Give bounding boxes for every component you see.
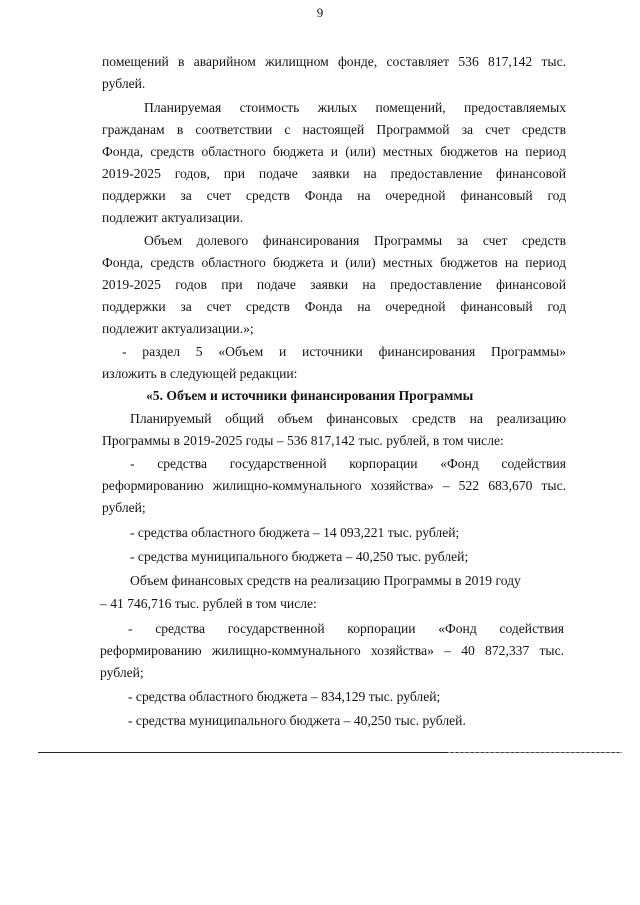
text-line: Планируемый общий объем финансовых средств на реализацию: [130, 411, 566, 426]
text-line: 2019-2025 годов при подаче заявки на предоставление финансовой: [102, 277, 566, 292]
text-line: рублей.: [102, 76, 146, 91]
text-line: - средства областного бюджета – 834,129 тыс. рублей;: [128, 689, 441, 704]
footer-divider-faint: [448, 752, 622, 753]
text-line: изложить в следующей редакции:: [102, 366, 298, 381]
text-line: реформированию жилищно-коммунального хозяйства» – 522 683,670 тыс.: [102, 478, 566, 493]
text-line: – 41 746,716 тыс. рублей в том числе:: [100, 596, 317, 611]
text-line: - средства государственной корпорации «Фонд содействия: [130, 456, 566, 471]
section-heading: «5. Объем и источники финансирования Программы: [146, 388, 474, 403]
text-line: поддержки за счет средств Фонда на очередной финансовый год: [102, 188, 566, 203]
text-line: Планируемая стоимость жилых помещений, предоставляемых: [144, 100, 566, 115]
text-line: - средства государственной корпорации «Фонд содействия: [128, 621, 564, 636]
text-line: Объем финансовых средств на реализацию Программы в 2019 году: [130, 573, 521, 588]
text-line: подлежит актуализации.: [102, 210, 244, 225]
text-line: Программы в 2019-2025 годы – 536 817,142 тыс. рублей, в том числе:: [102, 433, 504, 448]
text-line: поддержки за счет средств Фонда на очередной финансовый год: [102, 299, 566, 314]
text-line: рублей;: [100, 665, 144, 680]
page-number: 9: [316, 5, 324, 20]
text-line: реформированию жилищно-коммунального хозяйства» – 40 872,337 тыс.: [100, 643, 564, 658]
scan-speck: [176, 712, 177, 713]
text-line: 2019-2025 годов, при подаче заявки на предоставление финансовой: [102, 166, 566, 181]
text-line: гражданам в соответствии с настоящей Программой за счет средств: [102, 122, 566, 137]
text-line: - раздел 5 «Объем и источники финансирования Программы»: [122, 344, 566, 359]
text-line: подлежит актуализации.»;: [102, 321, 254, 336]
text-line: - средства муниципального бюджета – 40,250 тыс. рублей;: [130, 549, 469, 564]
text-line: - средства областного бюджета – 14 093,221 тыс. рублей;: [130, 525, 460, 540]
text-line: Фонда, средств областного бюджета и (или) местных бюджетов на период: [102, 144, 566, 159]
text-line: - средства муниципального бюджета – 40,250 тыс. рублей.: [128, 713, 466, 728]
text-line: Объем долевого финансирования Программы за счет средств: [144, 233, 566, 248]
text-line: Фонда, средств областного бюджета и (или) местных бюджетов на период: [102, 255, 566, 270]
text-line: рублей;: [102, 500, 146, 515]
text-line: помещений в аварийном жилищном фонде, составляет 536 817,142 тыс.: [102, 54, 566, 69]
